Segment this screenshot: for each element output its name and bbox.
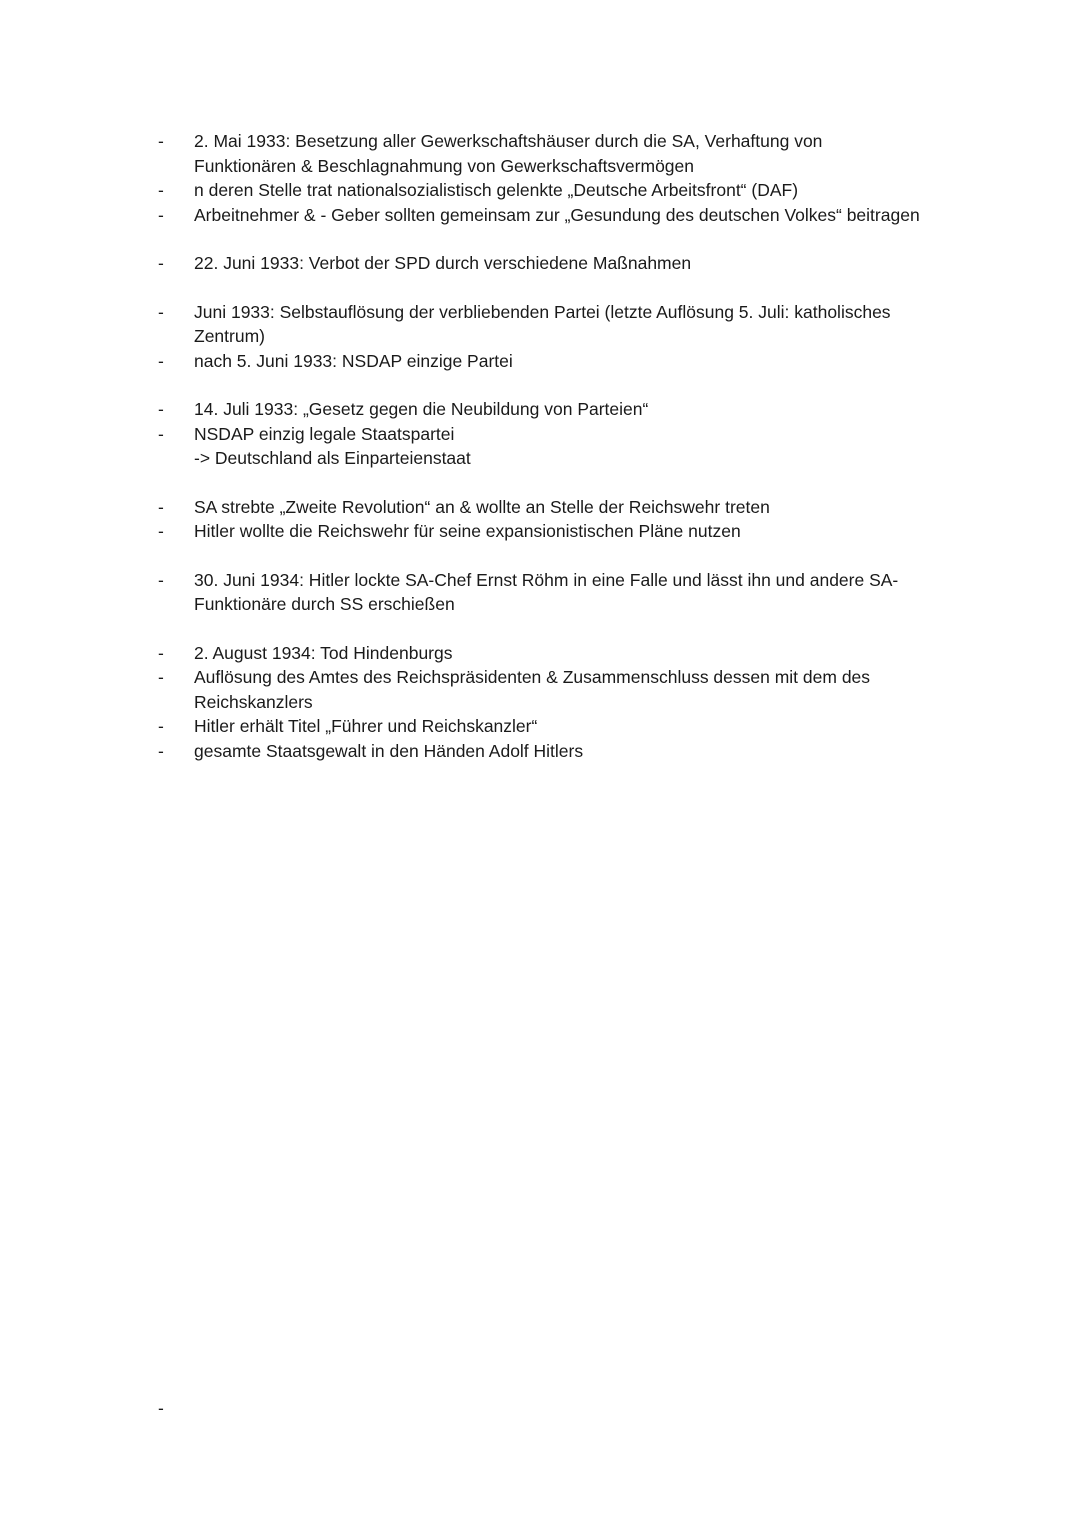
- group-zweite-revolution: [158, 495, 928, 544]
- list-item: [158, 739, 928, 764]
- bullet-dash: -: [158, 180, 164, 200]
- list-item: [158, 349, 928, 374]
- bullet-dash: -: [158, 131, 164, 151]
- continuation-line: -> Deutschland als Einparteienstaat: [194, 448, 471, 468]
- list-item: [158, 203, 928, 228]
- group-hindenburg: [158, 641, 928, 764]
- list-item: [158, 568, 928, 617]
- item-text: 2. Mai 1933: Besetzung aller Gewerkschaftshäuser durch die SA, Verhaftung von Funktionären & Beschlagnahmung von Gewerkschaftsvermögen: [194, 131, 823, 176]
- item-text: gesamte Staatsgewalt in den Händen Adolf Hitlers: [194, 740, 584, 761]
- list-item: [158, 397, 928, 422]
- item-text: Hitler erhält Titel „Führer und Reichskanzler“: [194, 716, 538, 736]
- item-text: 2. August 1934: Tod Hindenburgs: [194, 642, 453, 663]
- bullet-dash: -: [158, 350, 164, 371]
- group-gewerkschaften: [158, 129, 928, 227]
- bullet-dash: -: [158, 496, 164, 517]
- bullet-dash: -: [158, 716, 164, 736]
- bullet-dash: -: [158, 423, 164, 444]
- group-selbstaufloesung: [158, 300, 928, 374]
- item-text: 22. Juni 1933: Verbot der SPD durch verschiedene Maßnahmen: [194, 253, 692, 273]
- bullet-dash: -: [158, 642, 164, 663]
- group-einparteienstaat: [158, 397, 928, 471]
- item-text: 14. Juli 1933: „Gesetz gegen die Neubildung von Parteien“: [194, 399, 649, 419]
- bullet-dash: -: [158, 399, 164, 419]
- item-text: n deren Stelle trat nationalsozialistisch gelenkte „Deutsche Arbeitsfront“ (DAF): [194, 180, 799, 200]
- group-spd-verbot: [158, 251, 928, 276]
- bullet-dash: -: [158, 667, 164, 687]
- item-text: 30. Juni 1934: Hitler lockte SA-Chef Ernst Röhm in eine Falle und lässt ihn und andere SA-Funktionäre durch SS erschießen: [194, 569, 899, 614]
- bullet-list: [158, 129, 928, 787]
- bullet-dash: -: [158, 253, 164, 273]
- group-roehm-putsch: [158, 568, 928, 617]
- bullet-dash: -: [158, 521, 164, 541]
- list-item: [158, 665, 928, 714]
- list-item: [158, 519, 928, 544]
- list-item: [158, 495, 928, 520]
- item-text: Auflösung des Amtes des Reichspräsidenten & Zusammenschluss dessen mit dem des Reichskanzlers: [194, 667, 871, 712]
- bullet-dash: -: [158, 301, 164, 322]
- item-text: Arbeitnehmer & - Geber sollten gemeinsam zur „Gesundung des deutschen Volkes“ beitragen: [194, 204, 920, 225]
- bullet-dash: -: [158, 569, 164, 590]
- item-text: NSDAP einzig legale Staatspartei: [194, 423, 455, 444]
- item-text: SA strebte „Zweite Revolution“ an & wollte an Stelle der Reichswehr treten: [194, 496, 770, 517]
- trailing-bullet-dash: -: [158, 1398, 164, 1418]
- list-item: [158, 422, 928, 447]
- list-item: [158, 641, 928, 666]
- item-text: Juni 1933: Selbstauflösung der verbliebenden Partei (letzte Auflösung 5. Juli: katholisches Zentrum): [194, 301, 891, 346]
- list-item: [158, 300, 928, 349]
- item-text: Hitler wollte die Reichswehr für seine expansionistischen Pläne nutzen: [194, 521, 741, 541]
- bullet-dash: -: [158, 740, 164, 761]
- list-item: [158, 178, 928, 203]
- list-item: [158, 251, 928, 276]
- bullet-dash: -: [158, 204, 164, 225]
- list-item: [158, 714, 928, 739]
- item-text: nach 5. Juni 1933: NSDAP einzige Partei: [194, 350, 513, 371]
- list-item: [158, 129, 928, 178]
